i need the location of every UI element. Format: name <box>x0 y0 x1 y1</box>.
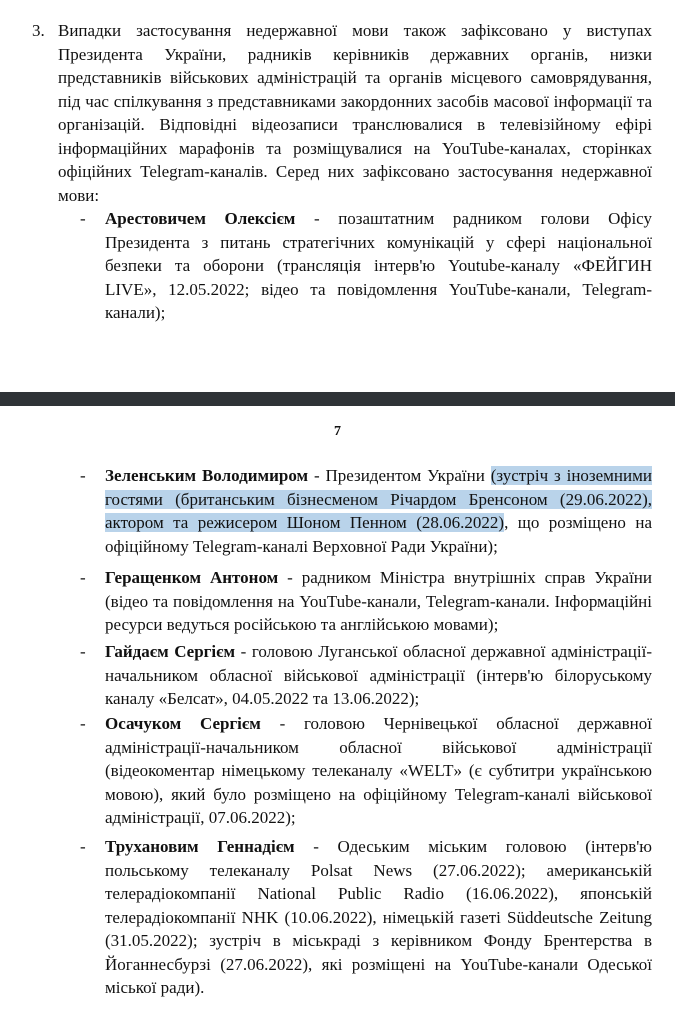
person-description: - головою Луганської обласної державної адміністрації-начальником обласної військової адміністрації (інтерв'ю білоруському каналу «Белсат», 04.05.2022 та 13.06.2022); <box>105 642 653 708</box>
highlighted-text-selection[interactable]: (зустріч з іноземними гостями (британським бізнесменом Річардом Бренсоном (29.06.2022), актором та режисером Шоном Пенном (28.06.2022) <box>105 466 652 532</box>
list-dash: - <box>80 209 86 228</box>
list-dash: - <box>80 642 86 661</box>
person-description: - позаштатним радником голови Офісу Президента з питань стратегічних комунікацій у сфері національної безпеки та оборони (трансляція інтерв'ю Youtube-каналу «ФЕЙГИН LIVE», 12.05.2022; відео та повідомлення YouTube-канали, Telegram-канали); <box>105 209 652 322</box>
list-item <box>80 207 652 325</box>
list-item <box>80 712 652 830</box>
person-name: Геращенком Антоном <box>105 568 279 587</box>
person-name: Трухановим Геннадієм <box>105 837 295 856</box>
page-separator <box>0 392 675 406</box>
list-dash: - <box>80 568 86 587</box>
list-dash: - <box>80 714 86 733</box>
paragraph-3 <box>32 19 652 207</box>
person-name: Арестовичем Олексієм <box>105 209 296 228</box>
person-description: - Одеським міським головою (інтерв'ю польському телеканалу Polsat News (27.06.2022); американській телерадіокомпанії National Public Radio (16.06.2022), японській телерадіокомпанії NHK (10.06.2022), німецькій газеті Süddeutsche Zeitung (31.05.2022); зустріч в міськраді з керівником Фонду Брентерства в Йоганнесбурзі (27.06.2022), які розміщені на YouTube-канали Одеської міської ради). <box>105 837 652 997</box>
person-name: Осачуком Сергієм <box>105 714 261 733</box>
person-name: Гайдаєм Сергієм <box>105 642 236 661</box>
list-dash: - <box>80 466 86 485</box>
person-description: - радником Міністра внутрішніх справ України (відео та повідомлення на YouTube-канали, Telegram-канали. Інформаційні ресурси ведуться російською та англійською мовами); <box>105 568 652 634</box>
list-dash: - <box>80 837 86 856</box>
person-description: - Президентом України <box>308 466 491 485</box>
list-item <box>80 640 653 711</box>
paragraph-text: Випадки застосування недержавної мови також зафіксовано у виступах Президента України, радників керівників державних органів, низки представників військових адміністрацій та органів місцевого самоврядування, під час спілкування з представниками закордонних засобів масової інформації та організацій. Відповідні відеозаписи транслювалися в телевізійному ефірі інформаційних марафонів та розміщувалися на YouTube-каналах, сторінках офіційних Telegram-каналів. Серед них зафіксовано застосування недержавної мови: <box>58 21 652 205</box>
person-description-end: , що розміщено на офіційному Telegram-каналі Верховної Ради України); <box>105 513 652 556</box>
list-item <box>80 835 652 1000</box>
list-item <box>80 566 652 637</box>
person-description: - головою Чернівецької обласної державної адміністрації-начальником обласної військової адміністрації (відеокоментар німецькому телеканалу «WELT» (є субтитри українською мовою), який було розміщено на офіційному Telegram-каналі військової адміністрації, 07.06.2022); <box>105 714 652 827</box>
person-name: Зеленським Володимиром <box>105 466 309 485</box>
page-number: 7 <box>334 424 341 439</box>
paragraph-number: 3. <box>32 21 45 40</box>
page-6-fragment <box>0 0 675 392</box>
list-item <box>80 464 652 558</box>
